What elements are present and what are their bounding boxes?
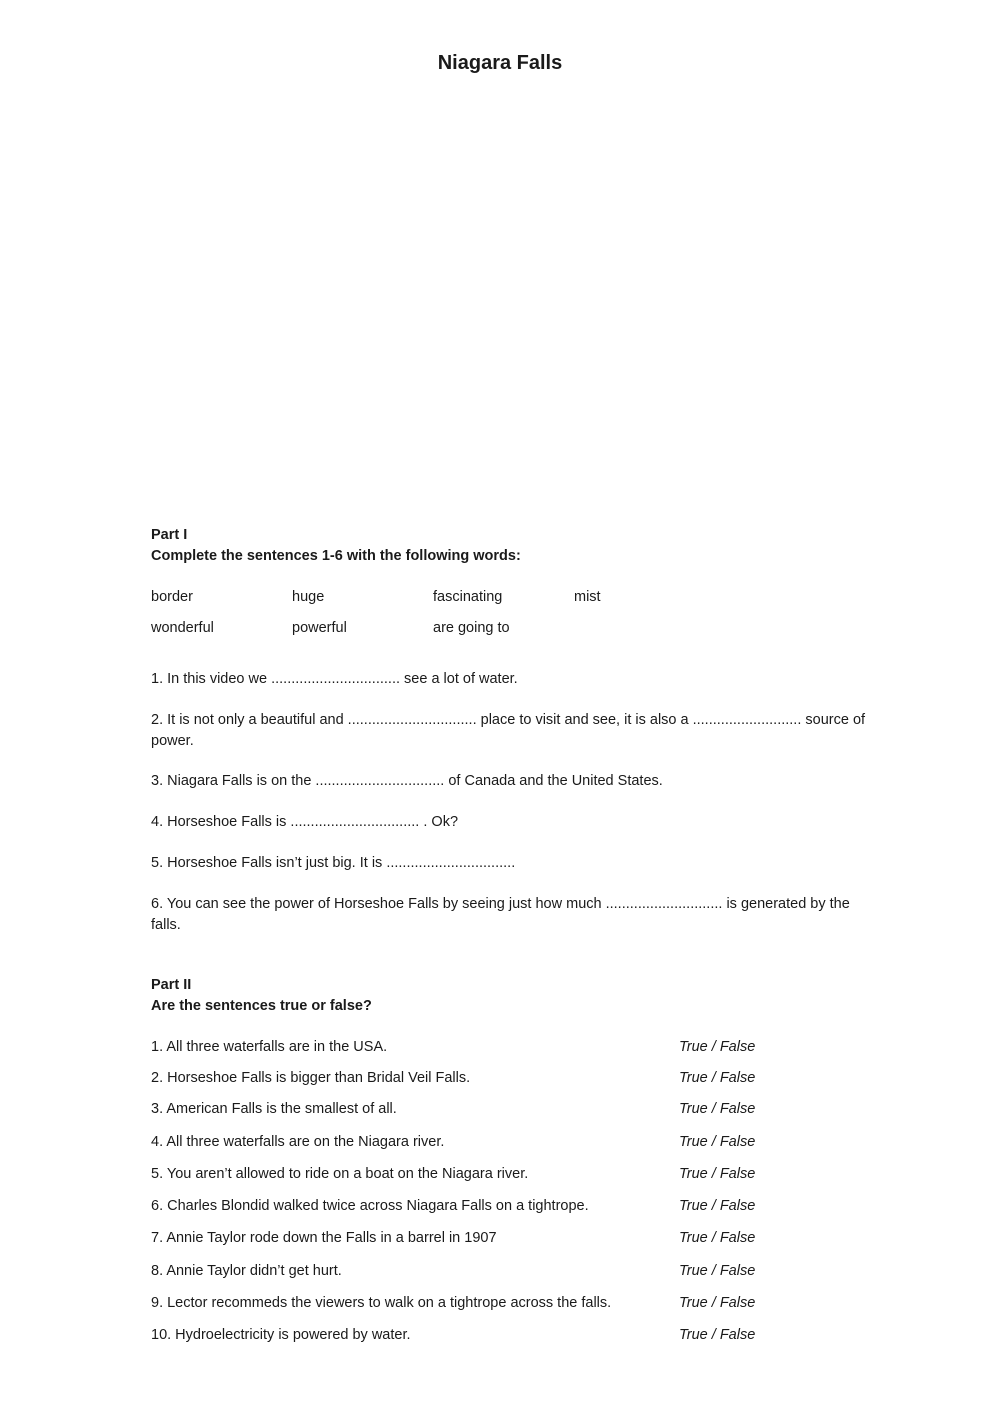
statement-text: 6. Charles Blondid walked twice across Niagara Falls on a tightrope. — [151, 1198, 589, 1214]
true-false-choice[interactable]: True / False — [679, 1039, 756, 1055]
true-false-choice[interactable]: True / False — [679, 1198, 756, 1214]
word-bank-item: powerful — [292, 620, 347, 636]
word-bank-row — [151, 587, 751, 618]
gap-fill-sentence: 2. It is not only a beautiful and ................................ place to visit and see, it is also a ........................... source of power. — [151, 712, 866, 749]
statement-text: 8. Annie Taylor didn’t get hurt. — [151, 1263, 342, 1279]
gap-fill-sentence: 5. Horseshoe Falls isn’t just big. It is ................................ — [151, 855, 516, 871]
statement-text: 7. Annie Taylor rode down the Falls in a barrel in 1907 — [151, 1230, 497, 1246]
true-false-row — [151, 1163, 851, 1185]
true-false-row — [151, 1036, 851, 1058]
part2-label: Part II — [151, 977, 192, 993]
part2-header — [151, 975, 861, 1017]
word-bank — [151, 587, 751, 649]
true-false-choice[interactable]: True / False — [679, 1070, 756, 1086]
word-bank-item: fascinating — [433, 589, 503, 605]
word-bank-item: huge — [292, 589, 325, 605]
statement-text: 5. You aren’t allowed to ride on a boat on the Niagara river. — [151, 1166, 529, 1182]
part2-instruction: Are the sentences true or false? — [151, 998, 372, 1014]
true-false-row — [151, 1260, 851, 1282]
word-bank-row — [151, 618, 751, 649]
statement-text: 1. All three waterfalls are in the USA. — [151, 1039, 388, 1055]
true-false-row — [151, 1098, 851, 1120]
page-title: Niagara Falls — [437, 52, 563, 74]
part1-label: Part I — [151, 527, 188, 543]
true-false-row — [151, 1131, 851, 1153]
true-false-row — [151, 1324, 851, 1346]
word-bank-item: border — [151, 589, 193, 605]
true-false-choice[interactable]: True / False — [679, 1295, 756, 1311]
true-false-choice[interactable]: True / False — [679, 1327, 756, 1343]
part1-instruction: Complete the sentences 1-6 with the following words: — [151, 548, 521, 564]
true-false-choice[interactable]: True / False — [679, 1101, 756, 1117]
video-area — [151, 100, 851, 500]
gap-fill-sentence: 6. You can see the power of Horseshoe Falls by seeing just how much ............................. is generated by the falls. — [151, 896, 850, 933]
part1-header — [151, 525, 861, 567]
word-bank-item: mist — [574, 589, 601, 605]
statement-text: 4. All three waterfalls are on the Niagara river. — [151, 1134, 445, 1150]
true-false-choice[interactable]: True / False — [679, 1263, 756, 1279]
true-false-choice[interactable]: True / False — [679, 1166, 756, 1182]
true-false-row — [151, 1227, 851, 1249]
statement-text: 2. Horseshoe Falls is bigger than Bridal Veil Falls. — [151, 1070, 471, 1086]
gap-fill-sentence: 3. Niagara Falls is on the ................................ of Canada and the United States. — [151, 773, 663, 789]
true-false-row — [151, 1195, 851, 1217]
gap-fill-sentence: 1. In this video we ................................ see a lot of water. — [151, 671, 518, 687]
true-false-choice[interactable]: True / False — [679, 1134, 756, 1150]
gap-fill-sentence: 4. Horseshoe Falls is ................................ . Ok? — [151, 814, 459, 830]
true-false-row — [151, 1292, 851, 1314]
word-bank-item: are going to — [433, 620, 510, 636]
word-bank-item: wonderful — [151, 620, 214, 636]
true-false-row — [151, 1067, 851, 1089]
statement-text: 10. Hydroelectricity is powered by water. — [151, 1327, 411, 1343]
true-false-choice[interactable]: True / False — [679, 1230, 756, 1246]
statement-text: 9. Lector recommeds the viewers to walk on a tightrope across the falls. — [151, 1295, 612, 1311]
statement-text: 3. American Falls is the smallest of all. — [151, 1101, 397, 1117]
